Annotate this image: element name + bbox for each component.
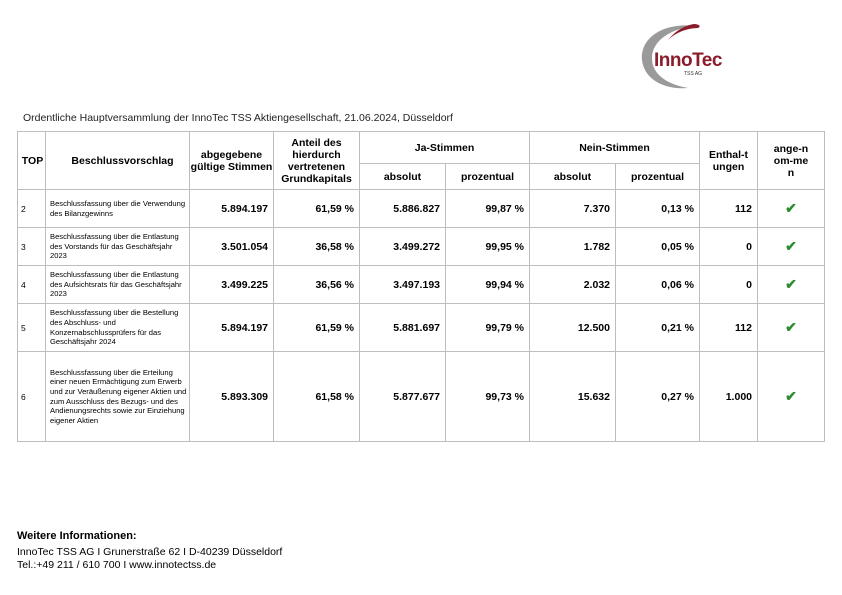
footer-contact: Tel.:+49 211 / 610 700 I www.innotectss.de [17,559,217,571]
cell-nein-prozentual: 0,06 % [616,266,700,304]
cell-ja-prozentual: 99,79 % [446,304,530,352]
cell-enthaltungen: 0 [700,228,758,266]
cell-ja-absolut: 5.877.677 [360,352,446,442]
cell-enthaltungen: 1.000 [700,352,758,442]
cell-top: 5 [18,304,46,352]
checkmark-icon: ✔ [758,190,825,228]
cell-ja-prozentual: 99,73 % [446,352,530,442]
header-ja-stimmen: Ja-Stimmen [360,132,530,164]
cell-ja-prozentual: 99,87 % [446,190,530,228]
header-anteil-grundkapital: Anteil des hierdurch vertretenen Grundkapitals [274,132,360,190]
header-nein-absolut: absolut [530,164,616,190]
cell-top: 6 [18,352,46,442]
cell-anteil: 61,59 % [274,190,360,228]
checkmark-icon: ✔ [758,266,825,304]
cell-anteil: 61,59 % [274,304,360,352]
cell-ja-absolut: 5.881.697 [360,304,446,352]
cell-beschluss: Beschlussfassung über die Entlastung des Vorstands für das Geschäftsjahr 2023 [46,228,190,266]
cell-top: 3 [18,228,46,266]
table-row [18,190,825,228]
table-row [18,228,825,266]
cell-nein-prozentual: 0,13 % [616,190,700,228]
cell-ja-absolut: 3.497.193 [360,266,446,304]
cell-beschluss: Beschlussfassung über die Entlastung des Aufsichtsrats für das Geschäftsjahr 2023 [46,266,190,304]
cell-ja-absolut: 5.886.827 [360,190,446,228]
footer-address: InnoTec TSS AG I Grunerstraße 62 I D-40239 Düsseldorf [17,546,283,558]
checkmark-icon: ✔ [758,228,825,266]
table-row [18,266,825,304]
document-title: Ordentliche Hauptversammlung der InnoTec TSS Aktiengesellschaft, 21.06.2024, Düsseldorf [23,112,453,124]
checkmark-icon: ✔ [758,304,825,352]
cell-stimmen: 5.893.309 [190,352,274,442]
cell-nein-absolut: 2.032 [530,266,616,304]
header-ja-prozentual: prozentual [446,164,530,190]
logo-subtitle: TSS AG [684,71,703,77]
cell-anteil: 36,56 % [274,266,360,304]
cell-enthaltungen: 112 [700,190,758,228]
header-top: TOP [18,132,46,190]
cell-nein-absolut: 1.782 [530,228,616,266]
header-enthaltungen: Enthal-tungen [700,132,758,190]
cell-beschluss: Beschlussfassung über die Bestellung des Abschluss- und Konzernabschlussprüfers für das Geschäftsjahr 2024 [46,304,190,352]
cell-anteil: 36,58 % [274,228,360,266]
header-abgegebene-stimmen: abgegebene gültige Stimmen [190,132,274,190]
cell-nein-prozentual: 0,21 % [616,304,700,352]
cell-stimmen: 3.501.054 [190,228,274,266]
cell-beschluss: Beschlussfassung über die Erteilung einer neuen Ermächtigung zum Erwerb und zur Veräußerung eigener Aktien und zum Ausschluss des Bezugs- und des Andienungsrechts sowie zur Einziehung eigener Aktien [46,352,190,442]
table-row [18,352,825,442]
cell-nein-absolut: 15.632 [530,352,616,442]
voting-results-table [17,131,825,442]
header-angenommen: ange-nom-men [758,132,825,190]
cell-nein-prozentual: 0,05 % [616,228,700,266]
cell-top: 4 [18,266,46,304]
table-row [18,304,825,352]
cell-nein-prozentual: 0,27 % [616,352,700,442]
cell-ja-absolut: 3.499.272 [360,228,446,266]
cell-enthaltungen: 0 [700,266,758,304]
cell-ja-prozentual: 99,94 % [446,266,530,304]
cell-enthaltungen: 112 [700,304,758,352]
cell-stimmen: 5.894.197 [190,304,274,352]
header-nein-prozentual: prozentual [616,164,700,190]
header-beschlussvorschlag: Beschlussvorschlag [46,132,190,190]
cell-top: 2 [18,190,46,228]
footer-heading: Weitere Informationen: [17,530,137,542]
cell-stimmen: 5.894.197 [190,190,274,228]
header-nein-stimmen: Nein-Stimmen [530,132,700,164]
header-ja-absolut: absolut [360,164,446,190]
cell-beschluss: Beschlussfassung über die Verwendung des Bilanzgewinns [46,190,190,228]
cell-nein-absolut: 12.500 [530,304,616,352]
cell-stimmen: 3.499.225 [190,266,274,304]
cell-nein-absolut: 7.370 [530,190,616,228]
cell-ja-prozentual: 99,95 % [446,228,530,266]
logo-wordmark: InnoTec [654,50,722,71]
cell-anteil: 61,58 % [274,352,360,442]
checkmark-icon: ✔ [758,352,825,442]
